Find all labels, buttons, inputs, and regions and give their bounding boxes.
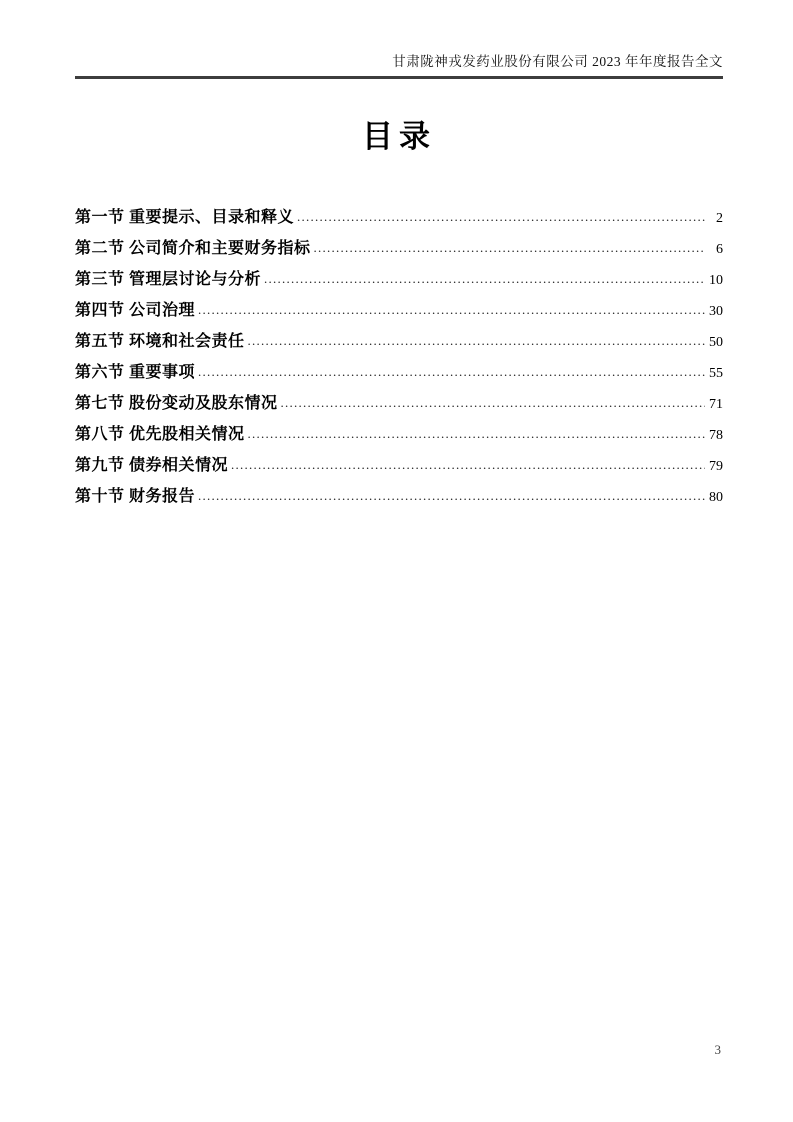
toc-entry[interactable] (75, 452, 723, 483)
page-title: 目录 (362, 119, 436, 154)
toc-entry-label: 第九节 债券相关情况 (75, 457, 229, 474)
toc-entry-page: 30 (709, 304, 723, 319)
toc-entry[interactable] (75, 483, 723, 514)
toc-entry-page: 10 (709, 273, 723, 288)
toc-entry-page: 55 (709, 366, 723, 381)
toc-dot-leader (297, 209, 705, 225)
toc-entry[interactable] (75, 204, 723, 235)
toc-entry-label: 第四节 公司治理 (75, 302, 196, 319)
toc-entry[interactable] (75, 235, 723, 266)
toc-entry-label: 第七节 股份变动及股东情况 (75, 395, 278, 412)
toc-entry-label: 第八节 优先股相关情况 (75, 426, 245, 443)
toc-entry-label: 第十节 财务报告 (75, 488, 196, 505)
toc-entry-page: 6 (716, 242, 723, 257)
toc-dot-leader (248, 426, 705, 442)
toc-dot-leader (231, 457, 705, 473)
table-of-contents (75, 204, 723, 514)
toc-entry[interactable] (75, 328, 723, 359)
toc-entry-label: 第一节 重要提示、目录和释义 (75, 209, 295, 226)
footer-page-number: 3 (714, 1042, 721, 1057)
toc-dot-leader (248, 333, 705, 349)
toc-entry[interactable] (75, 390, 723, 421)
toc-dot-leader (198, 488, 705, 504)
toc-dot-leader (264, 271, 705, 287)
toc-entry-label: 第六节 重要事项 (75, 364, 196, 381)
toc-entry-label: 第三节 管理层讨论与分析 (75, 271, 262, 288)
toc-dot-leader (281, 395, 705, 411)
toc-entry-page: 79 (709, 459, 723, 474)
toc-entry-label: 第二节 公司简介和主要财务指标 (75, 240, 311, 257)
report-header: 甘肃陇神戎发药业股份有限公司 2023 年年度报告全文 (392, 54, 723, 69)
page-content (75, 0, 723, 514)
toc-entry-label: 第五节 环境和社会责任 (75, 333, 245, 350)
toc-entry-page: 71 (709, 397, 723, 412)
toc-dot-leader (198, 364, 705, 380)
toc-entry-page: 2 (716, 211, 723, 226)
toc-entry[interactable] (75, 297, 723, 328)
toc-entry[interactable] (75, 421, 723, 452)
header-rule (75, 76, 723, 79)
toc-dot-leader (198, 302, 705, 318)
toc-entry-page: 78 (709, 428, 723, 443)
toc-entry[interactable] (75, 266, 723, 297)
toc-entry[interactable] (75, 359, 723, 390)
toc-entry-page: 50 (709, 335, 723, 350)
toc-dot-leader (314, 240, 705, 256)
toc-entry-page: 80 (709, 490, 723, 505)
